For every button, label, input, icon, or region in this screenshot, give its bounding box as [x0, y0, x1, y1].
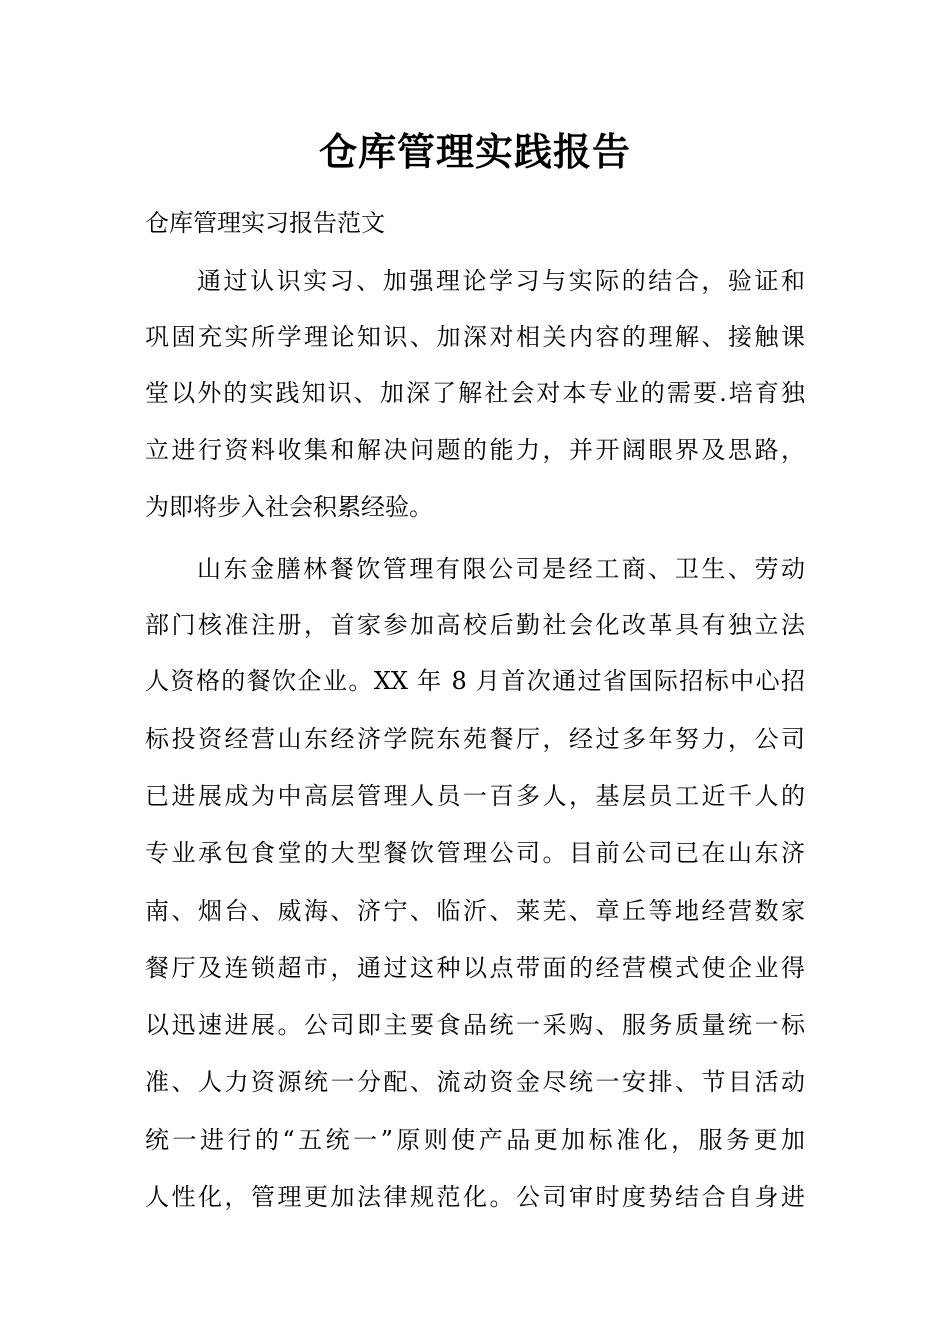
paragraph-1-line: 堂以外的实践知识、加深了解社会对本专业的需要.培育独: [145, 379, 805, 407]
document-subtitle: 仓库管理实习报告范文: [145, 209, 385, 237]
paragraph-2-line: 准、人力资源统一分配、流动资金尽统一安排、节目活动: [145, 1068, 805, 1096]
paragraph-2-line: 专业承包食堂的大型餐饮管理公司。目前公司已在山东济: [145, 839, 805, 867]
paragraph-2-line: 南、烟台、威海、济宁、临沂、莱芜、章丘等地经营数家: [145, 897, 805, 925]
page-title: 仓库管理实践报告: [318, 129, 631, 174]
paragraph-2-line: 标投资经营山东经济学院东苑餐厅，经过多年努力，公司: [145, 725, 805, 753]
paragraph-2-line: 人性化，管理更加法律规范化。公司审时度势结合自身进: [145, 1183, 805, 1211]
paragraph-2-line: 部门核准注册，首家参加高校后勤社会化改革具有独立法: [145, 611, 805, 639]
paragraph-1-line: 巩固充实所学理论知识、加深对相关内容的理解、接触课: [145, 323, 805, 351]
paragraph-1-line: 立进行资料收集和解决问题的能力，并开阔眼界及思路，: [145, 436, 805, 464]
paragraph-1-line: 为即将步入社会积累经验。: [145, 493, 433, 521]
paragraph-2-line: 餐厅及连锁超市，通过这种以点带面的经营模式使企业得: [145, 954, 805, 982]
paragraph-2-line: 统一进行的“五统一”原则使产品更加标准化，服务更加: [145, 1126, 805, 1154]
paragraph-2-line: 以迅速进展。公司即主要食品统一采购、服务质量统一标: [145, 1011, 805, 1039]
paragraph-2-line: 山东金膳林餐饮管理有限公司是经工商、卫生、劳动: [197, 555, 805, 583]
paragraph-2-line: 人资格的餐饮企业。XX 年 8 月首次通过省国际招标中心招: [145, 667, 805, 695]
paragraph-2-line: 已进展成为中高层管理人员一百多人，基层员工近千人的: [145, 782, 805, 810]
paragraph-1-line: 通过认识实习、加强理论学习与实际的结合，验证和: [197, 267, 805, 295]
